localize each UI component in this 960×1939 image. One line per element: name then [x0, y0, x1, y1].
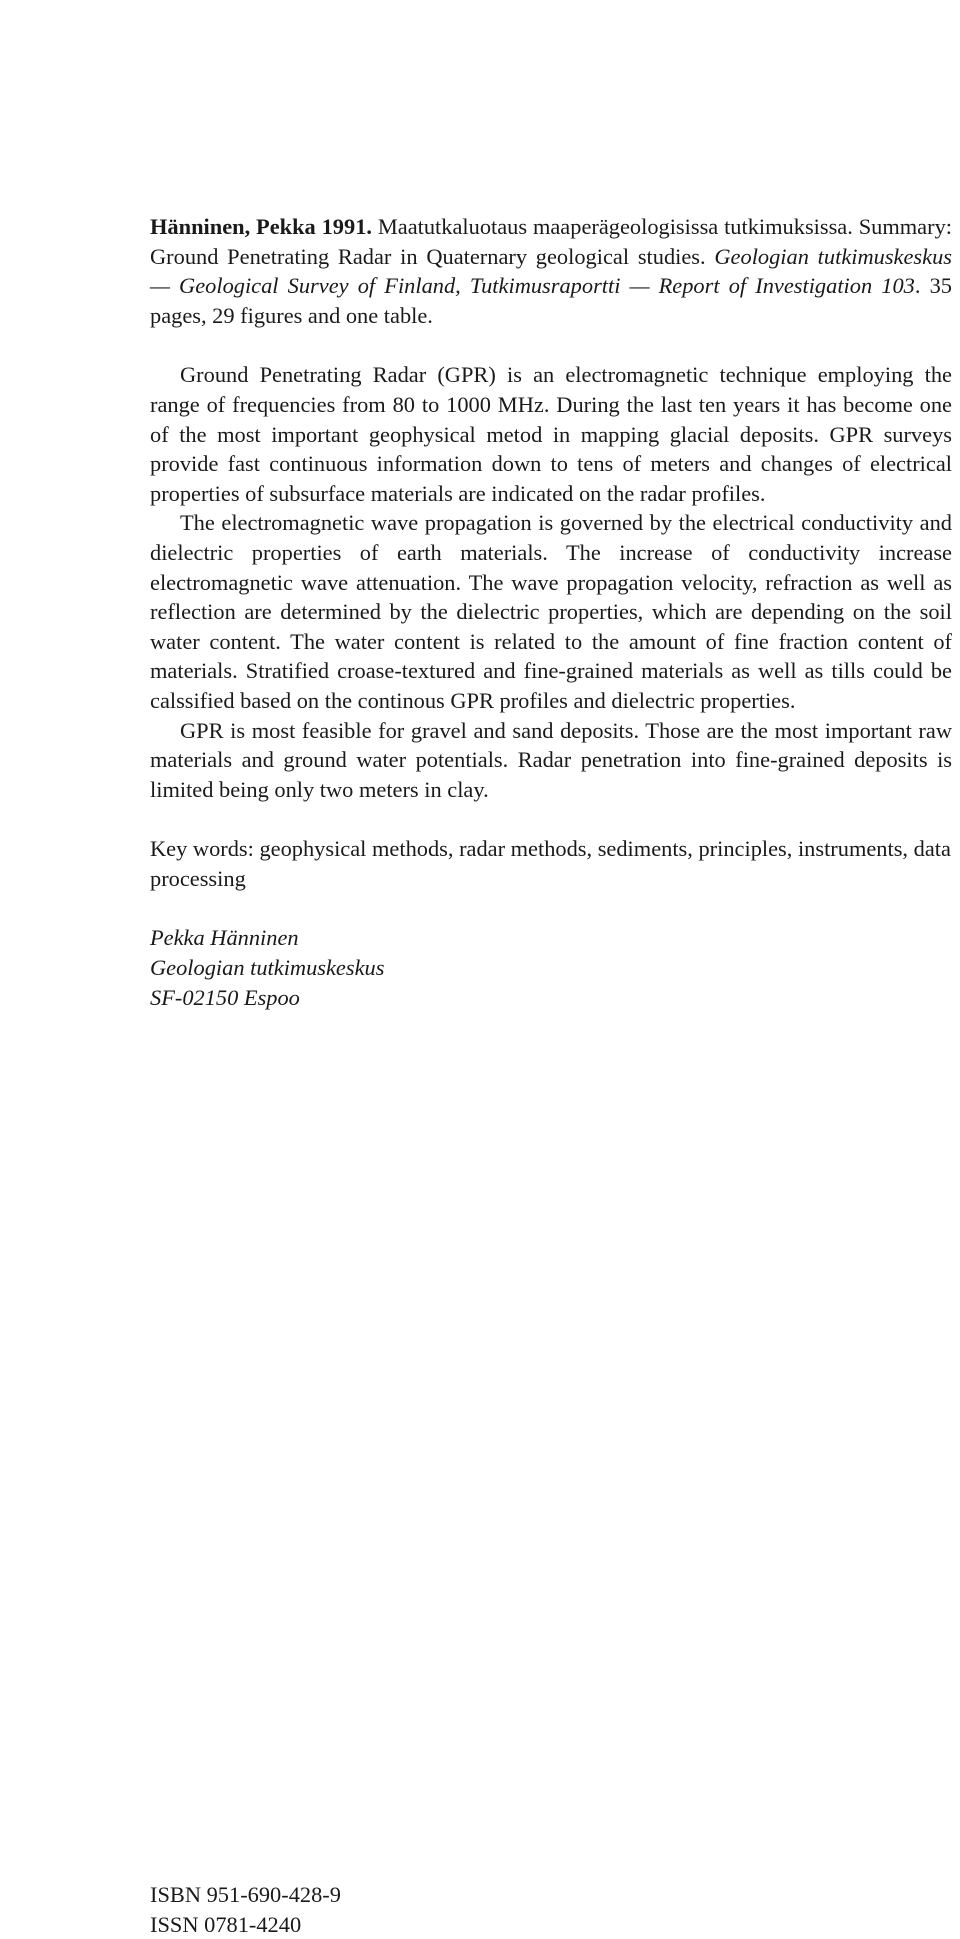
issn: ISSN 0781-4240: [150, 1911, 302, 1937]
publication-identifiers: [150, 1880, 341, 1939]
abstract-paragraph: The electromagnetic wave propagation is governed by the electrical conductivity and dielectric properties of earth materials. The increase of conductivity increase electromagnetic wave attenuation. The wave propagation velocity, refraction as well as reflection are determined by the dielectric properties, which are depending on the soil water content. The water content is related to the amount of fine fraction content of materials. Stratified croase-textured and fine-grained materials as well as tills could be calssified based on the continous GPR profiles and dielectric properties.: [150, 510, 952, 713]
author-city: SF-02150 Espoo: [150, 984, 300, 1010]
citation-details: . 35 pages, 29 figures and one table.: [150, 273, 952, 328]
author-organization: Geologian tutkimuskeskus: [150, 955, 385, 981]
citation: [150, 212, 952, 330]
citation-series: Geologian tutkimuskeskus — Geological Survey of Finland, Tutkimusraportti — Report of Investigation 103: [150, 243, 952, 299]
isbn: ISBN 951-690-428-9: [150, 1882, 341, 1907]
abstract-paragraph: Ground Penetrating Radar (GPR) is an electromagnetic technique employing the range of frequencies from 80 to 1000 MHz. During the last ten years it has become one of the most important geophysical metod in mapping glacial deposits. GPR surveys provide fast continuous information down to tens of meters and changes of electrical properties of subsurface materials are indicated on the radar profiles.: [150, 362, 952, 506]
keywords: Key words: geophysical methods, radar methods, sediments, principles, instruments, data processing: [150, 836, 951, 891]
abstract-paragraph: GPR is most feasible for gravel and sand deposits. Those are the most important raw materials and ground water potentials. Radar penetration into fine-grained deposits is limited being only two meters in clay.: [150, 717, 952, 802]
author-address: [150, 923, 952, 1012]
abstract-page: [150, 212, 952, 1012]
citation-author-year: Hänninen, Pekka 1991.: [150, 214, 372, 239]
citation-title: Maatutkaluotaus maaperägeologisissa tutkimuksissa. Summary: Ground Penetrating Radar in Quaternary geological studies.: [150, 214, 952, 269]
author-name: Pekka Hänninen: [150, 925, 299, 951]
abstract: [150, 360, 952, 804]
